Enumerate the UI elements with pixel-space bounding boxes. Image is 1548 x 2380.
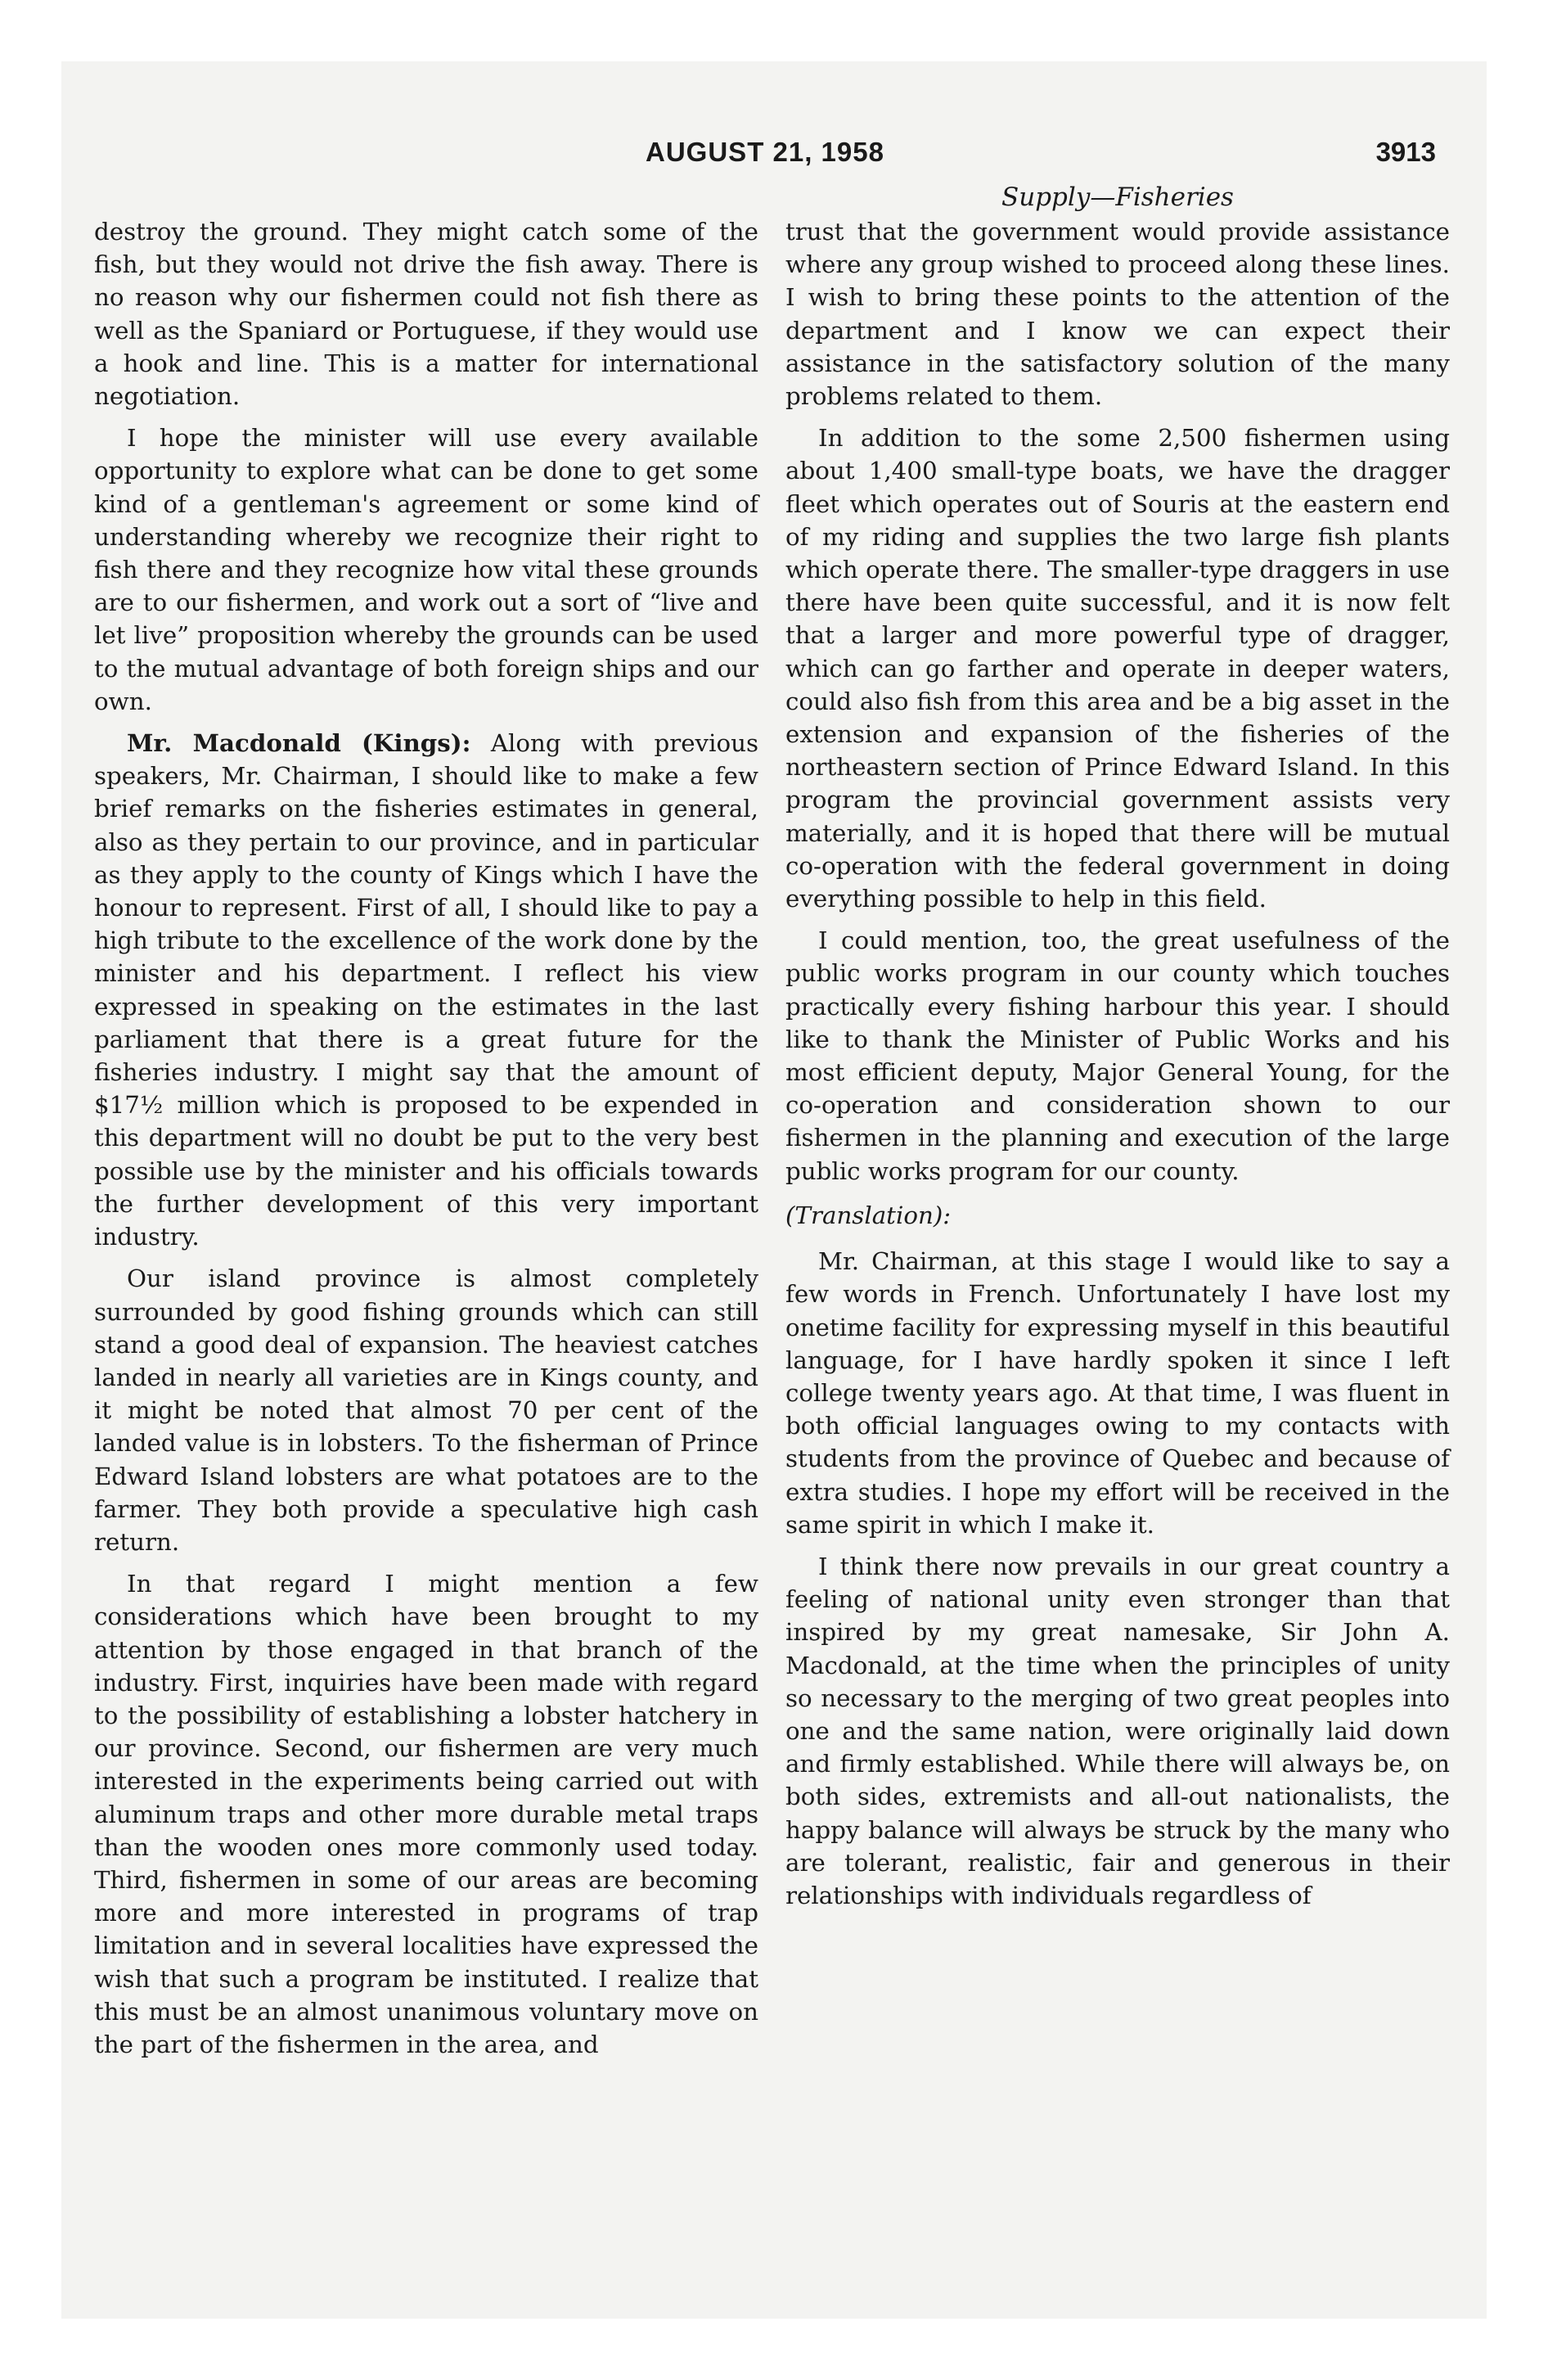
paragraph: Our island province is almost completely surrounded by good fishing grounds which can still stand a good deal of expansion. The heaviest catches landed in nearly all varieties are in Kings county, and it might be noted that almost 70 per cent of the landed value is in lobsters. To the fisherman of Prince Edward Island lobsters are what potatoes are to the farmer. They both provide a speculative high cash return.: [94, 1264, 758, 1556]
paragraph: Mr. Chairman, at this stage I would like to say a few words in French. Unfortunately I have lost my onetime facility for expressing myself in this beautiful language, for I have hardly spoken it since I left college twenty years ago. At that time, I was fluent in both official languages owing to my contacts with students from the province of Quebec and because of extra studies. I hope my effort will be received in the same spirit in which I make it.: [785, 1247, 1450, 1539]
paragraph: In addition to the some 2,500 fishermen using about 1,400 small-type boats, we have the dragger fleet which operates out of Souris at the eastern end of my riding and supplies the two large fish plants which operate there. The smaller-type draggers in use there have been quite successful, and it is now felt that a larger and more powerful type of dragger, which can go farther and operate in deeper waters, could also fish from this area and be a big asset in the extension and expansion of the fisheries of the northeastern section of Prince Edward Island. In this program the provincial government assists very materially, and it is hoped that there will be mutual co-operation with the federal government in doing everything possible to help in this field.: [785, 424, 1450, 913]
page-header: [94, 137, 1436, 178]
left-column: [94, 215, 758, 2070]
paragraph: I think there now prevails in our great country a feeling of national unity even stronger than that inspired by my great namesake, Sir John A. Macdonald, at the time when the principles of unity so necessary to the merging of two great peoples into one and the same nation, were originally laid down and firmly established. While there will always be, on both sides, extremists and all-out nationalists, the happy balance will always be struck by the many who are tolerant, realistic, fair and generous in their relationships with individuals regardless of: [785, 1552, 1450, 1909]
speech-text: Along with previous speakers, Mr. Chairman, I should like to make a few brief remarks on the fisheries estimates in general, also as they pertain to our province, and in particular as they apply to the county of Kings which I have the honour to represent. First of all, I should like to pay a high tribute to the excellence of the work done by the minister and his department. I reflect his view expressed in speaking on the estimates in the last parliament that there is a great future for the fisheries industry. I might say that the amount of $17½ million which is proposed to be expended in this department will no doubt be put to the very best possible use by the minister and his officials towards the further development of this very important industry.: [94, 729, 759, 1251]
paragraph: trust that the government would provide assistance where any group wished to proceed along these lines. I wish to bring these points to the attention of the department and I know we can expect their assistance in the satisfactory solution of the many problems related to them.: [785, 218, 1450, 411]
page-number: 3913: [1375, 137, 1436, 167]
paragraph: I hope the minister will use every available opportunity to explore what can be done to get some kind of a gentleman's agreement or some kind of understanding whereby we recognize their right to fish there and they recognize how vital these grounds are to our fishermen, and work out a sort of “live and let live” proposition whereby the grounds can be used to the mutual advantage of both foreign ships and our own.: [94, 424, 758, 715]
translation-label: (Translation):: [785, 1201, 952, 1229]
paragraph: In that regard I might mention a few considerations which have been brought to my attention by those engaged in that branch of the industry. First, inquiries have been made with regard to the possibility of establishing a lobster hatchery in our province. Second, our fishermen are very much interested in the experiments being carried out with aluminum traps and other more durable metal traps than the wooden ones more commonly used today. Third, fishermen in some of our areas are becoming more and more interested in programs of trap limitation and in several localities have expressed the wish that such a program be instituted. I realize that this must be an almost unanimous voluntary move on the part of the fishermen in the area, and: [94, 1570, 758, 2058]
page-date: AUGUST 21, 1958: [646, 137, 884, 167]
paragraph: [94, 727, 758, 1253]
document-page: [61, 61, 1487, 2319]
paragraph: I could mention, too, the great usefulness of the public works program in our county which touches practically every fishing harbour this year. I should like to thank the Minister of Public Works and his most efficient deputy, Major General Young, for the co-operation and consideration shown to our fishermen in the planning and execution of the large public works program for our county.: [785, 926, 1450, 1185]
speaker-name: Mr. Macdonald (Kings):: [127, 728, 471, 758]
paragraph: destroy the ground. They might catch some of the fish, but they would not drive the fish away. There is no reason why our fishermen could not fish there as well as the Spaniard or Portuguese, if they would use a hook and line. This is a matter for international negotiation.: [94, 218, 758, 411]
right-column: [785, 215, 1450, 1921]
section-subject: Supply—Fisheries: [1001, 183, 1234, 212]
